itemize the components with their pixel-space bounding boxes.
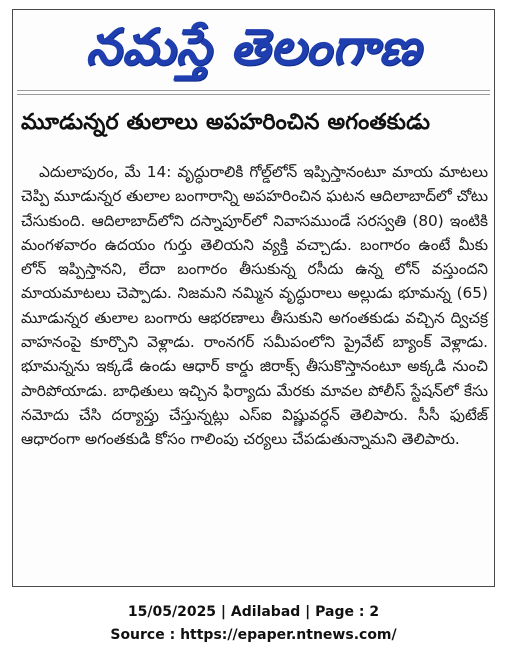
article-headline: మూడున్నర తులాలు అపహరించిన అగంతకుడు <box>21 110 431 135</box>
newspaper-masthead: నమస్తే తెలంగాణ <box>85 18 422 76</box>
article-body: ఎదులాపురం, మే 14: వృద్ధురాలికి గోల్డ్‌లోన్ ఇప్పిస్తానంటూ మాయ మాటలు చెప్పి మూడున్నర తులాల బంగారాన్ని అపహరించిన ఘటన ఆదిలాబాద్‌లో చోటు చేసుకుంది. ఆదిలాబాద్‌లోని దస్నాపూర్‌లో నివాసముండే సరస్వతి (80) ఇంటికి మంగళవారం ఉదయం గుర్తు తెలియని వ్యక్తి వచ్చాడు. బంగారం ఉంటే మీకు లోన్ ఇప్పిస్తానని, లేదా బంగారం తీసుకున్న రసీదు ఉన్న లోన్ వస్తుందని మాయమాటలు చెప్పాడు. నిజమని నమ్మిన వృద్ధురాలు అల్లుడు భూమన్న (65) మూడున్నర తులాల బంగారు ఆభరణాలు తీసుకుని అగంతకుడు వచ్చిన ద్విచక్ర వాహనంపై కూర్చొని వెళ్లాడు. రాంనగర్ సమీపంలోని ప్రైవేట్ బ్యాంక్ వెళ్లాడు. భూమన్నను ఇక్కడే ఉండు ఆధార్ కార్డు జిరాక్స్ తీసుకొస్తానంటూ అక్కడి నుంచి పారిపోయాడు. బాధితులు ఇచ్చిన ఫిర్యాదు మేరకు మావల పోలీస్ స్టేషన్‌లో కేసు నమోదు చేసి దర్యాప్తు చేస్తున్నట్లు ఎస్ఐ విష్ణువర్ధన్ తెలిపారు. సీసీ ఫుటేజ్ ఆధారంగా అగంతకుడి కోసం గాలింపు చర్యలు చేపడుతున్నామని తెలిపారు. <box>21 163 488 449</box>
publication-info: 15/05/2025 | Adilabad | Page : 2 <box>127 604 380 620</box>
source-link[interactable]: Source : https://epaper.ntnews.com/ <box>110 627 397 643</box>
masthead-divider-top <box>17 90 490 91</box>
news-clipping <box>12 9 495 587</box>
masthead-divider-bottom <box>17 94 490 95</box>
